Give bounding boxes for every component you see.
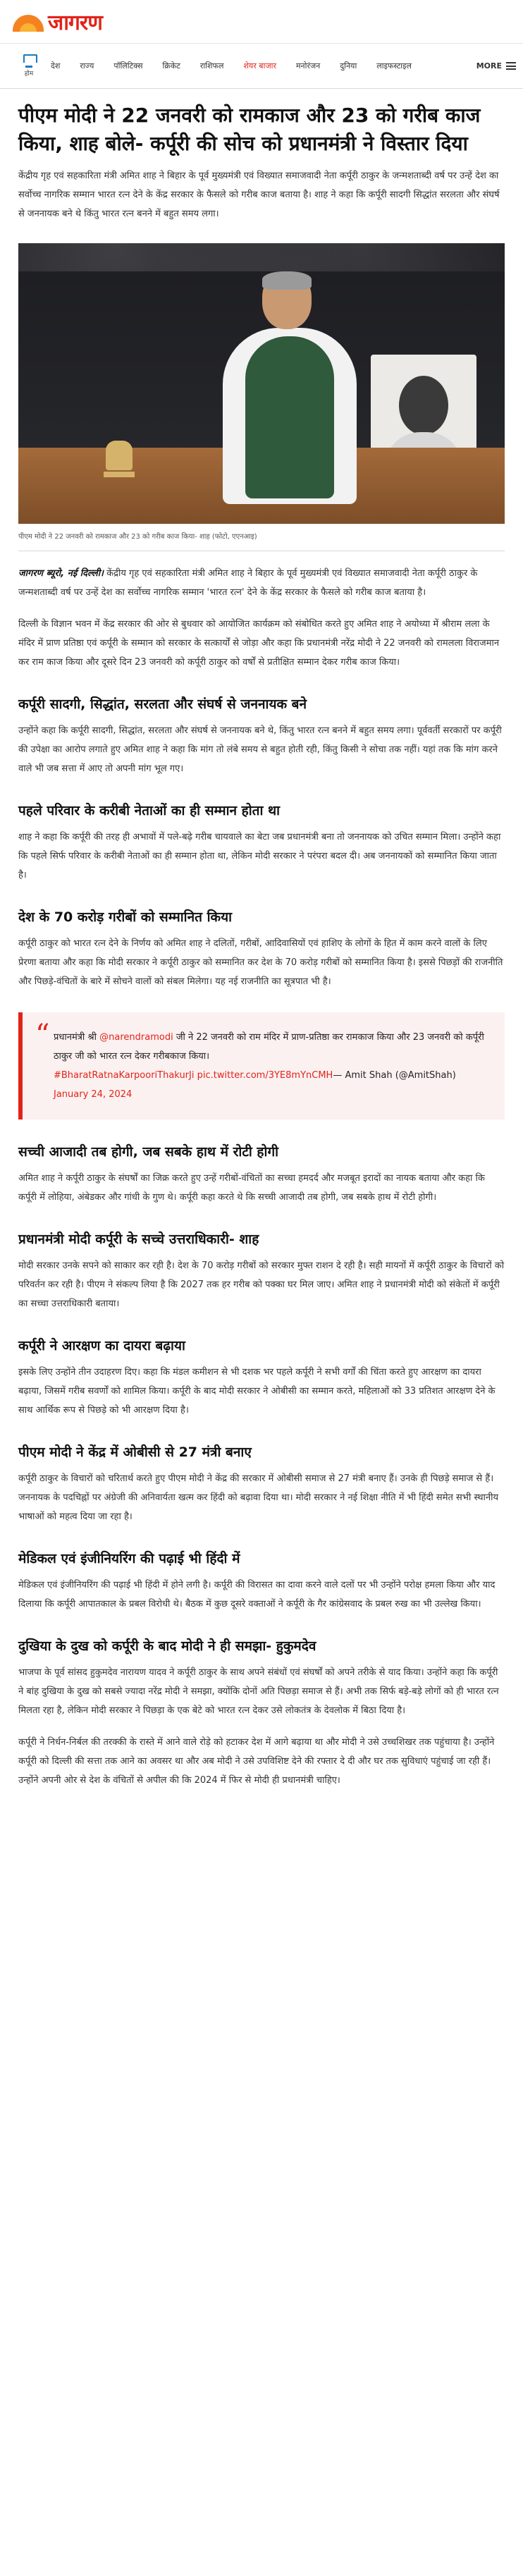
site-header bbox=[0, 0, 523, 44]
dateline: जागरण ब्यूरो, नई दिल्ली। bbox=[18, 568, 104, 579]
section-heading: दुखिया के दुख को कर्पूरी के बाद मोदी ने ही समझा- हुकुमदेव bbox=[18, 1638, 316, 1654]
nav-item-duniya[interactable]: दुनिया bbox=[340, 61, 357, 70]
section-body: कर्पूरी ने निर्धन-निर्बल की तरक्की के रास्ते में आने वाले रोड़े को हटाकर देश में आगे बढ़ाया था और मोदी ने उसे उच्चशिखर तक पहुंचाया है। उन्होंने कर्पूरी को दिल्ली की सत्ता तक आने का अवसर था और अब मोदी ने उसे उपविशिष्ट देने की रफ्तार दे दी और घर तक सुविधाएं पहुंचाई जा रही हैं। उन्होंने अपनी ओर से देश के वंचितों से अपील की कि 2024 में फिर से मोदी ही प्रधानमंत्री चाहिए। bbox=[18, 1737, 495, 1786]
hamburger-menu-icon bbox=[506, 62, 516, 70]
image-caption: पीएम मोदी ने 22 जनवरी को रामकाज और 23 को गरीब काज किया- शाह (फोटो, एएनआइ) bbox=[18, 524, 505, 551]
section-heading: मेडिकल एवं इंजीनियरिंग की पढ़ाई भी हिंदी में bbox=[18, 1551, 240, 1566]
nav-item-manoranjan[interactable]: मनोरंजन bbox=[295, 61, 321, 70]
home-icon bbox=[22, 54, 36, 66]
tweet-media-link[interactable]: pic.twitter.com/3YE8mYnCMH bbox=[197, 1070, 333, 1081]
section-heading: कर्पूरी ने आरक्षण का दायरा बढ़ाया bbox=[18, 1338, 185, 1354]
tweet-author: — Amit Shah (@AmitShah) bbox=[333, 1070, 456, 1081]
section-body: कर्पूरी ठाकुर के विचारों को चरितार्थ करते हुए पीएम मोदी ने केंद्र की सरकार में ओबीसी समाज से 27 मंत्री बनाए हैं। उनके ही पिछड़े समाज से हैं। जननायक के पदचिह्नों पर अंग्रेजी की अनिवार्यता खत्म कर हिंदी को बढ़ावा दिया था। मोदी सरकार ने नई शिक्षा नीति में भी हिंदी समेत सभी स्थानीय भाषाओं को महत्व दिया जा रहा है। bbox=[18, 1473, 499, 1522]
logo-text: जागरण bbox=[48, 11, 102, 35]
article bbox=[0, 89, 523, 1790]
article-summary: केंद्रीय गृह एवं सहकारिता मंत्री अमित शाह ने बिहार के पूर्व मुख्यमंत्री एवं विख्यात समाजवादी नेता कर्पूरी ठाकुर के जन्मशताब्दी वर्ष पर उन्हें देश का सर्वोच्च नागरिक सम्मान भारत रत्न देने के केंद्र सरकार के फैसले को गरीब काज बताया है। शाह ने कहा कि कर्पूरी सादगी सिद्धांत सरलता और संघर्ष से जननायक बने थे किंतु भारत रत्न बनने में बहुत समय लगा। bbox=[18, 171, 500, 219]
nav-item-rajya[interactable]: राज्य bbox=[80, 61, 94, 70]
nav-item-rashifal[interactable]: राशिफल bbox=[199, 61, 224, 70]
section-body: अमित शाह ने कर्पूरी ठाकुर के संघर्षों का जिक्र करते हुए उन्हें गरीबों-वंचितों का सच्चा हमदर्द और मजबूत इरादों का नायक बताया और कहा कि कर्पूरी में लोहिया, अंबेडकर और गांधी के गुण थे। कर्पूरी कहा करते थे कि सच्ची आजादी तब होगी, जब सबके हाथ में रोटी होगी। bbox=[18, 1173, 485, 1203]
article-headline: पीएम मोदी ने 22 जनवरी को रामकाज और 23 को गरीब काज किया, शाह बोले- कर्पूरी की सोच को प्रधानमंत्री ने विस्तार दिया bbox=[18, 104, 481, 155]
nav-item-share-bazar[interactable]: शेयर बाजार bbox=[243, 61, 276, 70]
stage-lights bbox=[18, 243, 505, 271]
section-body: भाजपा के पूर्व सांसद हुकुमदेव नारायण यादव ने कर्पूरी ठाकुर के साथ अपने संबंधों एवं संघर्षों को अपने तरीके से याद किया। उन्होंने कहा कि कर्पूरी ने बांह दुखिया के दुख को सबसे ज्यादा नरेंद्र मोदी ने समझा, क्योंकि दोनों अति पिछड़ा समाज से हैं। अभी तक सिर्फ बड़े-बड़े लोगों को ही भारत रत्न मिलता रहा है, लेकिन मोदी सरकार ने पिछड़ा के एक बेटे को भारत रत्न देकर उसे लोकतंत्र के देवलोक में बिठा दिया है। bbox=[18, 1667, 499, 1716]
article-hero-image bbox=[18, 243, 505, 524]
nav-more-button[interactable] bbox=[476, 61, 516, 70]
nav-item-politics[interactable]: पॉलिटिक्स bbox=[113, 61, 143, 70]
logo-sun-icon bbox=[13, 12, 44, 32]
site-logo[interactable] bbox=[13, 8, 102, 36]
national-emblem-icon bbox=[106, 441, 133, 480]
section-body: उन्होंने कहा कि कर्पूरी सादगी, सिद्धांत, सरलता और संघर्ष से जननायक बने थे, किंतु भारत रत्न बनने में बहुत समय लगा। पूर्ववर्ती सरकारों पर कर्पूरी की उपेक्षा का आरोप लगाते हुए अमित शाह ने कहा कि मांग तो लंबे समय से बहुत होती रही, किंतु किसी ने सोचा तक नहीं। यहां तक कि मांग करने वाले भी जब सत्ता में आए तो अपनी मांग भूल गए। bbox=[18, 725, 502, 774]
intro-paragraph bbox=[18, 564, 505, 602]
embedded-tweet bbox=[18, 1012, 505, 1120]
nav-item-desh[interactable]: देश bbox=[51, 61, 61, 70]
speaker-figure bbox=[216, 271, 371, 524]
nav-item-cricket[interactable]: क्रिकेट bbox=[162, 61, 180, 70]
section-body: इसके लिए उन्होंने तीन उदाहरण दिए। कहा कि मंडल कमीशन से भी दशक भर पहले कर्पूरी ने सभी वर्गों की चिंता करते हुए आरक्षण का दायरा बढ़ाया, जिसमें गरीब सवर्णों को शामिल किया। कर्पूरी के बाद मोदी सरकार ने ओबीसी का सम्मान करते, महिलाओं को 33 प्रतिशत आरक्षण देने के साथ आर्थिक रूप से पिछड़े को भी आरक्षण दिया है। bbox=[18, 1367, 496, 1416]
section-heading: देश के 70 करोड़ गरीबों को सम्मानित किया bbox=[18, 909, 233, 925]
nav-items bbox=[51, 61, 476, 71]
section-heading: प्रधानमंत्री मोदी कर्पूरी के सच्चे उत्तराधिकारी- शाह bbox=[18, 1232, 259, 1247]
quote-icon: “ bbox=[35, 1019, 50, 1051]
nav-item-lifestyle[interactable]: लाइफस्टाइल bbox=[376, 61, 412, 70]
section-heading: पहले परिवार के करीबी नेताओं का ही सम्मान होता था bbox=[18, 803, 281, 818]
section-body: मोदी सरकार उनके सपने को साकार कर रही है। देश के 70 करोड़ गरीबों को सरकार मुफ्त राशन दे रही है। सही मायनों में कर्पूरी ठाकुर के विचारों को परिवर्तन कर रही है। पीएम ने संकल्प लिया है कि 2027 तक हर गरीब को पक्का घर मिल जाए। अमित शाह ने प्रधानमंत्री मोदी को संकेतों में कर्पूरी का सच्चा उत्तराधिकारी बताया। bbox=[18, 1261, 505, 1309]
section-body: मेडिकल एवं इंजीनियरिंग की पढ़ाई भी हिंदी में होने लगी है। कर्पूरी की विरासत का दावा करने वाले दलों पर भी उन्होंने परोक्ष हमला किया और याद दिलाया कि कर्पूरी आपातकाल के प्रबल विरोधी थे। बैठक में कुछ दूसरे वक्ताओं ने कर्पूरी के गैर कांग्रेसवाद के प्रबल रुख का भी उल्लेख किया। bbox=[18, 1580, 496, 1609]
intro-body: केंद्रीय गृह एवं सहकारिता मंत्री अमित शाह ने बिहार के पूर्व मुख्यमंत्री एवं विख्यात समाजवादी नेता कर्पूरी ठाकुर के जन्मशताब्दी वर्ष पर उन्हें देश का सर्वोच्च नागरिक सम्मान 'भारत रत्न' देने के केंद्र सरकार के फैसले को गरीब काज बताया है। bbox=[18, 568, 478, 598]
section-body: कर्पूरी ठाकुर को भारत रत्न देने के निर्णय को अमित शाह ने दलितों, गरीबों, आदिवासियों एवं हाशिए के लोगों के हित में काम करने वालों के लिए प्रेरणा बताया और कहा कि मोदी सरकार ने कर्पूरी ठाकुर को सम्मानित कर देश के 70 करोड़ गरीबों को सम्मानित किया है। इससे पिछड़ों की राजनीति और पिछड़े-वंचितों के बारे में सोचने वालों को संबल मिलेगा। यह नई राजनीति का सूत्रपात भी है। bbox=[18, 938, 503, 987]
tweet-handle-link[interactable]: @narendramodi bbox=[99, 1032, 173, 1043]
nav-more-label: MORE bbox=[476, 61, 502, 70]
tweet-text: प्रधानमंत्री श्री @narendramodi जी ने 22 जनवरी को राम मंदिर में प्राण-प्रतिष्ठा कर रामकाज किया और 23 जनवरी को कर्पूरी ठाकुर जी को भारत रत्न देकर गरीबकाज किया। #BharatRatnaKarpooriThakurJi pic.twitter.com/3YE8mYnCMH— Amit Shah (@AmitShah) January 24, 2024 bbox=[54, 1032, 484, 1100]
section-heading: सच्ची आजादी तब होगी, जब सबके हाथ में रोटी होगी bbox=[18, 1144, 279, 1160]
nav-home[interactable] bbox=[17, 54, 41, 78]
paragraph: दिल्ली के विज्ञान भवन में केंद्र सरकार की ओर से बुधवार को आयोजित कार्यक्रम को संबोधित करते हुए अमित शाह ने अयोध्या में श्रीराम लला के मंदिर में प्राण प्रतिष्ठा एवं कर्पूरी के सम्मान को सरकार के सत्कार्यों से जोड़ा और कहा कि प्रधानमंत्री नरेंद्र मोदी ने 22 जनवरी को रामलला विराजमान कर राम काज किया और दूसरे दिन 23 जनवरी को कर्पूरी ठाकुर को वर्षों से प्रतीक्षित सम्मान देकर गरीब काज किया। bbox=[18, 619, 500, 668]
section-heading: पीएम मोदी ने केंद्र में ओबीसी से 27 मंत्री बनाए bbox=[18, 1445, 252, 1460]
nav-home-label: होम bbox=[24, 70, 34, 78]
tweet-date-link[interactable]: January 24, 2024 bbox=[54, 1089, 133, 1100]
section-heading: कर्पूरी सादगी, सिद्धांत, सरलता और संघर्ष से जननायक बने bbox=[18, 697, 307, 712]
tweet-hashtag-link[interactable]: #BharatRatnaKarpooriThakurJi bbox=[54, 1070, 195, 1081]
main-nav bbox=[0, 44, 523, 89]
section-body: शाह ने कहा कि कर्पूरी की तरह ही अभावों में पले-बढ़े गरीब चायवाले का बेटा जब प्रधानमंत्री बना तो जननायक को उचित सम्मान मिला। उन्होंने कहा कि पहले सिर्फ परिवार के करीबी नेताओं का ही सम्मान होता था, लेकिन मोदी सरकार ने परंपरा बदल दी। अब जननायकों को सम्मानित किया जाता है। bbox=[18, 832, 501, 881]
